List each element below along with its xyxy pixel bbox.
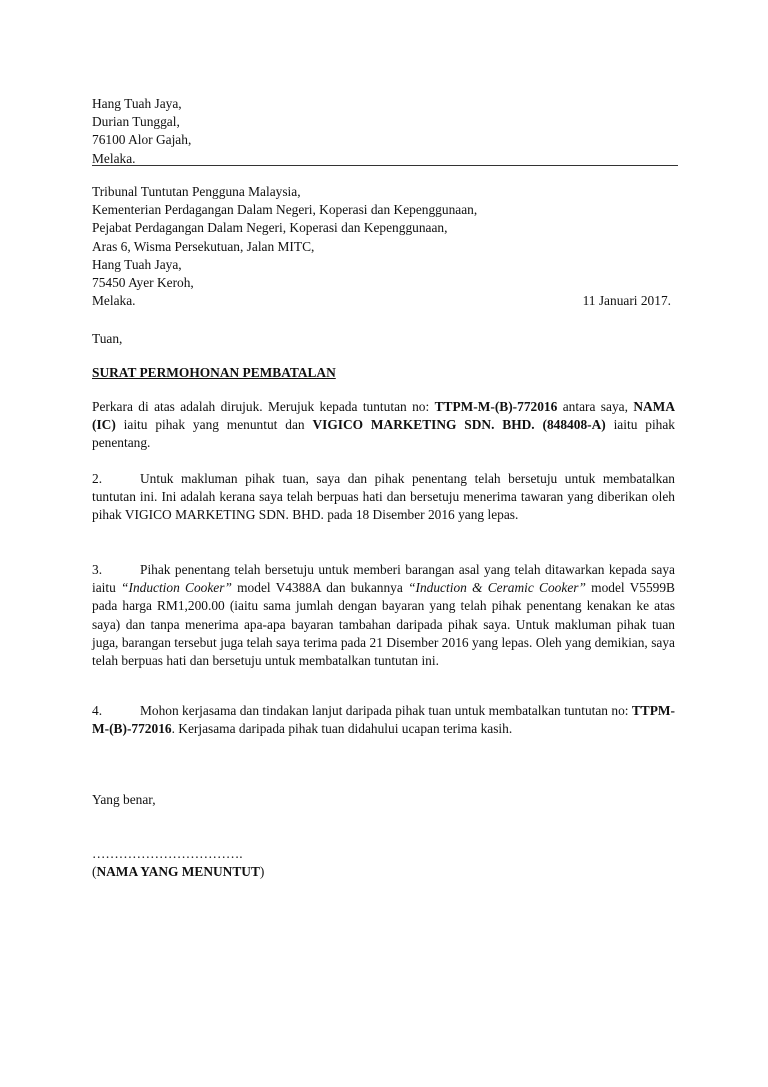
recipient-line: Pejabat Perdagangan Dalam Negeri, Koperasi dan Kepenggunaan,	[92, 220, 448, 236]
recipient-address	[92, 183, 675, 310]
paragraph-number: 4.	[92, 703, 103, 718]
product-name: “Induction Cooker”	[121, 580, 232, 596]
p1-text: iaitu pihak yang menuntut dan	[115, 417, 313, 433]
recipient-line: Aras 6, Wisma Persekutuan, Jalan MITC,	[92, 238, 315, 254]
sender-address	[92, 95, 675, 168]
claim-number: TTPM-M-(B)-772016	[434, 399, 558, 414]
claim-number: TTPM-M-(B)-772016	[92, 703, 675, 737]
recipient-line: Tribunal Tuntutan Pengguna Malaysia,	[92, 184, 301, 199]
recipient-line: 75450 Ayer Keroh,	[92, 275, 194, 291]
paragraph-number: 3.	[92, 562, 103, 577]
paragraph-4	[92, 702, 675, 738]
sender-line: Hang Tuah Jaya,	[92, 96, 182, 111]
signatory-name: NAMA YANG MENUNTUT	[96, 864, 260, 879]
p4-text: . Kerjasama daripada pihak tuan didahului ucapan terima kasih.	[171, 721, 513, 737]
p1-text: iaitu pihak penentang.	[92, 417, 675, 451]
paragraph-1	[92, 398, 675, 453]
p3-text: model V4388A dan bukannya	[231, 580, 409, 596]
closing: Yang benar,	[92, 792, 156, 807]
header-divider	[92, 165, 678, 166]
p4-text: Mohon kerjasama dan tindakan lanjut daripada pihak tuan untuk membatalkan tuntutan no:	[140, 703, 632, 718]
paren: (	[92, 864, 97, 879]
letter-date: 11 Januari 2017.	[582, 293, 671, 309]
paragraph-number: 2.	[92, 471, 103, 486]
sender-line: Melaka.	[92, 150, 136, 166]
p2-text: Untuk makluman pihak tuan, saya dan pihak penentang telah bersetuju untuk membatalkan tuntutan ini. Ini adalah kerana saya telah berpuas hati dan bersetuju menerima tawaran yang diberikan oleh pihak VIGICO MARKETING SDN. BHD. pada 18 Disember 2016 yang lepas.	[92, 471, 675, 523]
sender-line: 76100 Alor Gajah,	[92, 132, 192, 148]
paragraph-2	[92, 470, 675, 525]
p1-text: Perkara di atas adalah dirujuk. Merujuk kepada tuntutan no:	[92, 399, 435, 414]
signature-line: …………………………….	[92, 846, 243, 861]
sender-line: Durian Tunggal,	[92, 114, 180, 130]
signatory	[92, 863, 675, 881]
recipient-line: Melaka.	[92, 293, 136, 309]
salutation: Tuan,	[92, 331, 123, 346]
company-name: VIGICO MARKETING SDN. BHD. (848408-A)	[312, 417, 606, 433]
product-name: “Induction & Ceramic Cooker”	[408, 580, 586, 596]
p3-text: Pihak penentang telah bersetuju untuk memberi barangan asal yang telah ditawarkan kepada saya iaitu	[92, 562, 675, 596]
p1-text: antara saya,	[557, 399, 634, 414]
paren: )	[259, 864, 265, 879]
recipient-line: Hang Tuah Jaya,	[92, 256, 182, 272]
letter-subject: SURAT PERMOHONAN PEMBATALAN	[92, 365, 336, 380]
claimant-name-ic: NAMA (IC)	[92, 399, 675, 433]
p3-text: model V5599B pada harga RM1,200.00 (iaitu sama jumlah dengan bayaran yang telah pihak penentang kenakan ke atas saya) dan tanpa menerima apa-apa bayaran tambahan daripada pihak saya. Untuk makluman pihak tuan juga, barangan tersebut juga telah saya terima pada 21 Disember 2016 yang lepas. Oleh yang demikian, saya telah berpuas hati dan bersetuju untuk membatalkan tuntutan ini.	[92, 580, 675, 669]
recipient-last-line	[92, 292, 675, 310]
paragraph-3	[92, 561, 675, 670]
recipient-line: Kementerian Perdagangan Dalam Negeri, Koperasi dan Kepenggunaan,	[92, 202, 478, 218]
